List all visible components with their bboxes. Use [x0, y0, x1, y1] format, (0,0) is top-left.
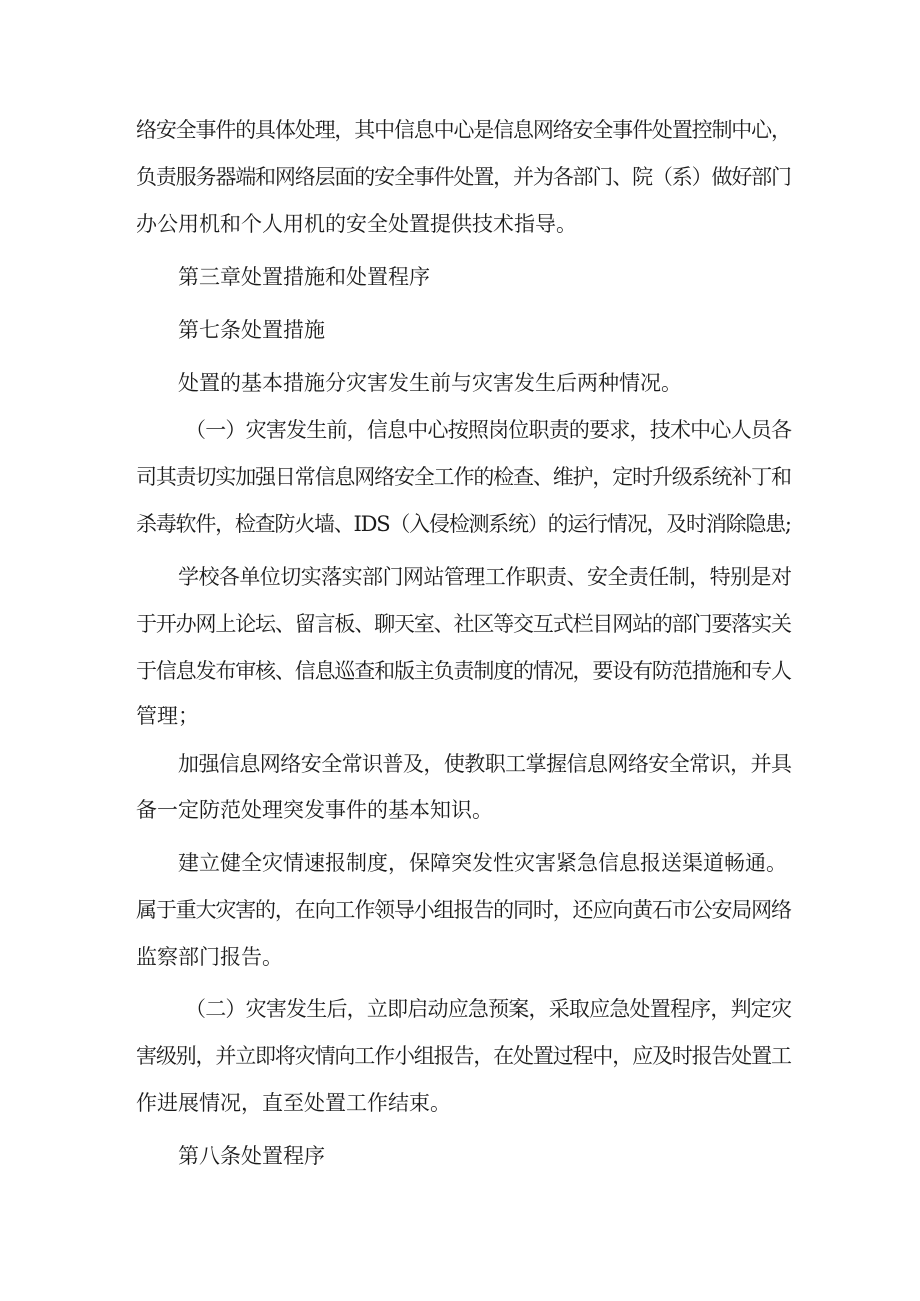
text-line: 司其责切实加强日常信息网络安全工作的检查、维护，定时升级系统补丁和 [136, 465, 791, 489]
text-line: （二）灾害发生后，立即启动应急预案，采取应急处置程序，判定灾 [185, 997, 792, 1021]
text-line: 建立健全灾情速报制度，保障突发性灾害紧急信息报送渠道畅通。 [178, 851, 787, 875]
text-line: 属于重大灾害的，在向工作领导小组报告的同时，还应向黄石市公安局网络 [136, 898, 791, 922]
text-line: 学校各单位切实落实部门网站管理工作职责、安全责任制，特别是对 [178, 565, 792, 589]
text-line: 于信息发布审核、信息巡查和版主负责制度的情况，要设有防范措施和专人 [136, 659, 791, 683]
text-line: 办公用机和个人用机的安全处置提供技术指导。 [136, 212, 577, 236]
text-line: 作进展情况，直至处置工作结束。 [136, 1091, 451, 1115]
text-line: 加强信息网络安全常识普及，使教职工掌握信息网络安全常识，并具 [178, 752, 792, 776]
text-line: 处置的基本措施分灾害发生前与灾害发生后两种情况。 [178, 371, 682, 395]
text-line: 监察部门报告。 [136, 945, 283, 969]
text-line: 负责服务器端和网络层面的安全事件处置，并为各部门、院（系）做好部门 [136, 165, 791, 189]
article-heading: 第七条处置措施 [178, 318, 325, 342]
chapter-heading: 第三章处置措施和处置程序 [178, 265, 430, 289]
text-line: 备一定防范处理突发事件的基本知识。 [136, 798, 493, 822]
text-line: 于开办网上论坛、留言板、聊天室、社区等交互式栏目网站的部门要落实关 [136, 612, 791, 636]
text-line: 害级别，并立即将灾情向工作小组报告，在处置过程中，应及时报告处置工 [136, 1044, 791, 1068]
text-line: 管理； [136, 704, 199, 728]
text-line: 络安全事件的具体处理，其中信息中心是信息网络安全事件处置控制中心， [136, 118, 791, 142]
text-line: （一）灾害发生前，信息中心按照岗位职责的要求，技术中心人员各 [185, 418, 792, 442]
text-line: 杀毒软件，检查防火墙、IDS（入侵检测系统）的运行情况，及时消除隐患; [136, 512, 791, 536]
article-heading: 第八条处置程序 [178, 1144, 325, 1168]
